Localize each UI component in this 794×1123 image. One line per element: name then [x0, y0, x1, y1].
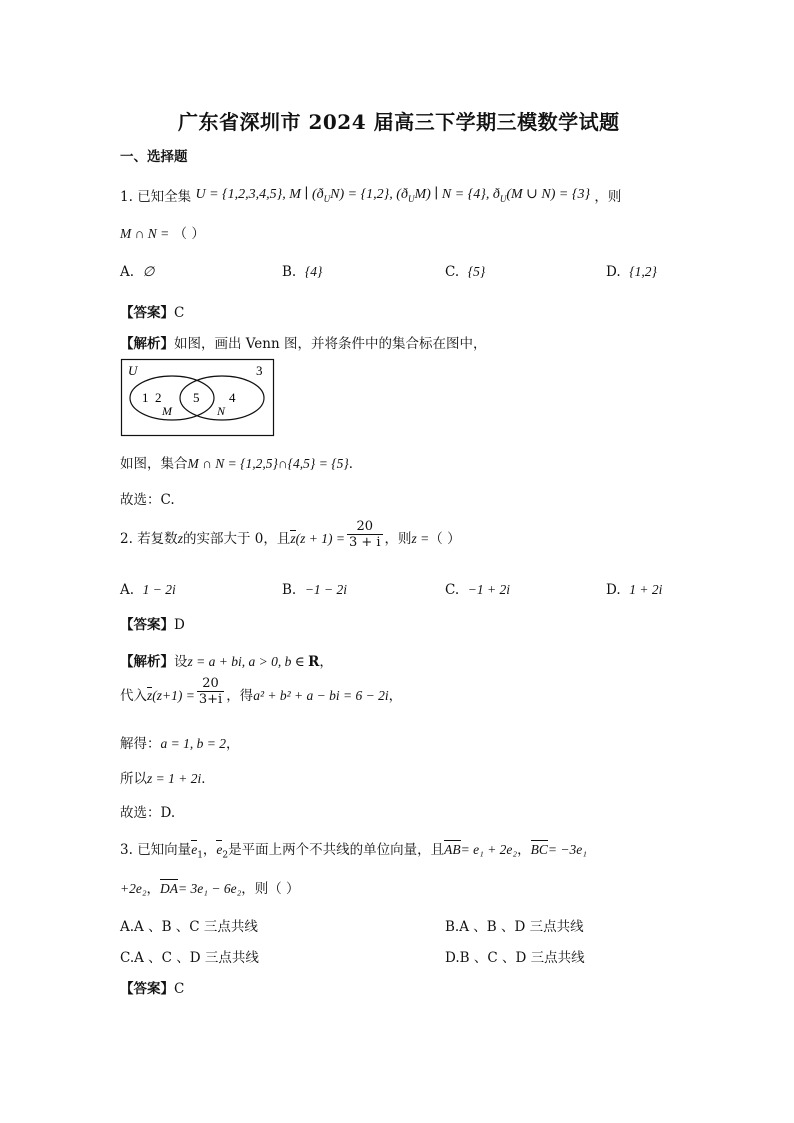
question-number: 1.: [120, 189, 133, 205]
question-2-line-1: 2. 若复数z的实部大于 0，且z(z + 1) = $\frac{20}{3 + i}$ ，则z =（ ）: [120, 519, 461, 550]
option-d: D.B 、C 、D 三点共线: [445, 950, 585, 966]
option-a: A. ∅: [120, 264, 155, 280]
venn-m-only-values: 1 2: [142, 390, 162, 405]
answer-paren: （ ）: [173, 226, 205, 242]
option-a: A.A 、B 、C 三点共线: [120, 919, 258, 935]
venn-universe-label: U: [128, 363, 138, 378]
question-formula: M ∩ N =: [120, 226, 170, 241]
option-c: C. −1 + 2i: [445, 582, 510, 598]
option-a: A. 1 − 2i: [120, 582, 176, 598]
venn-n-label: N: [217, 404, 226, 418]
answer-line: 【答案】D: [120, 617, 185, 633]
question-3-line-2: +2e₂，DA= 3e₁ − 6e₂，则（ ）: [120, 881, 300, 897]
choose-line: 故选：D.: [120, 805, 176, 821]
venn-diagram: [120, 358, 276, 438]
page-title: 广东省深圳市 2024 届高三下学期三模数学试题: [178, 110, 620, 134]
option-b: B.A 、B 、D 三点共线: [445, 919, 584, 935]
option-d: D. {1,2}: [606, 264, 657, 280]
option-b: B. {4}: [282, 264, 323, 280]
analysis-step-2: 代入z(z+1) = $\frac{20}{3+i}$ ，得a² + b² + a − bi = 6 − 2i，: [120, 676, 403, 707]
choose-line: 故选：C.: [120, 492, 175, 508]
venn-outside-value: 3: [256, 363, 263, 378]
option-c: C. {5}: [445, 264, 486, 280]
venn-intersection-value: 5: [193, 390, 200, 405]
question-1-line-2: [120, 222, 205, 242]
analysis-line: 【解析】设z = a + bi, a > 0, b ∈ R，: [120, 654, 333, 670]
analysis-line: 【解析】如图，画出 Venn 图，并将条件中的集合标在图中，: [120, 336, 487, 352]
option-d: D. 1 + 2i: [606, 582, 663, 598]
venn-m-label: M: [162, 404, 172, 418]
question-1-line-1: [120, 185, 621, 205]
option-b: B. −1 − 2i: [282, 582, 348, 598]
question-text: 已知全集: [137, 189, 192, 205]
answer-line: 【答案】C: [120, 981, 185, 997]
analysis-result: 如图，集合M ∩ N = {1,2,5}∩{4,5} = {5}．: [120, 456, 363, 472]
question-text: ，则: [594, 189, 622, 205]
question-formula: U = {1,2,3,4,5}, M ∣ $(ð_UN) = \{1,2\}$, $(ð_UM)$ ∣ N = {4}, $ð_U(M$ ∪ N) = {3}: [195, 187, 591, 204]
analysis-step-3: 解得：a = 1, b = 2，: [120, 736, 240, 752]
analysis-step-4: 所以z = 1 + 2i．: [120, 771, 215, 787]
answer-line: 【答案】C: [120, 305, 185, 321]
option-c: C.A 、C 、D 三点共线: [120, 950, 259, 966]
question-3-line-1: 3. 已知向量$e_1$，$e_2$是平面上两个不共线的单位向量，且AB= e₁ + 2e₂，BC= −3e₁: [120, 842, 587, 861]
venn-n-only-value: 4: [229, 390, 236, 405]
section-heading: 一、选择题: [120, 149, 188, 165]
